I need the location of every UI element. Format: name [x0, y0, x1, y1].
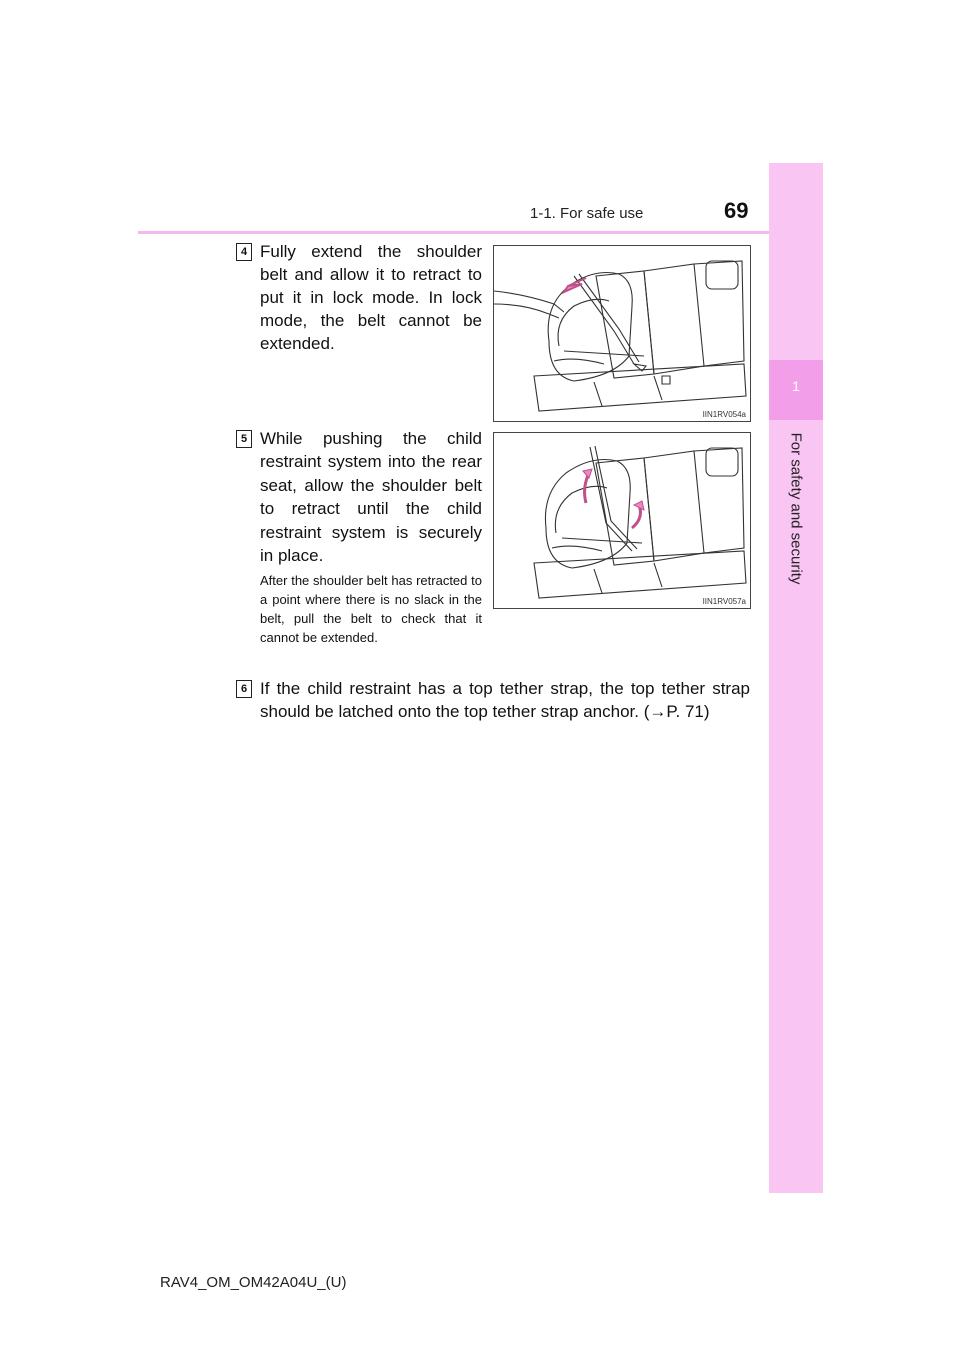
header-rule — [138, 231, 822, 234]
step-number-box: 5 — [236, 430, 252, 448]
chapter-title: For safety and security — [787, 432, 805, 585]
step-text: If the child restraint has a top tether strap, the top tether strap should be latched onto the top tether strap anchor. (→P. 71) — [260, 679, 750, 721]
page-number: 69 — [724, 198, 749, 223]
child-seat-belt-illustration — [494, 246, 750, 421]
step-text: While pushing the child restraint system into the rear seat, allow the shoulder belt to retract until the child restraint system is securely in place. — [260, 429, 482, 566]
section-title: 1-1. For safe use — [530, 205, 644, 222]
figure-child-seat-lock-mode — [493, 245, 751, 422]
chapter-side-tab — [769, 163, 823, 1193]
step-number-box: 4 — [236, 243, 252, 261]
child-seat-retract-illustration — [494, 433, 750, 608]
step-text: Fully extend the shoulder belt and allow it to retract to put it in lock mode. In lock mode, the belt cannot be extended. — [260, 242, 482, 353]
step-note: After the shoulder belt has retracted to a point where there is no slack in the belt, pull the belt to check that it cannot be extended. — [260, 573, 482, 645]
step-number-box: 6 — [236, 680, 252, 698]
figure-code: IIN1RV054a — [702, 410, 746, 419]
chapter-number: 1 — [792, 378, 800, 394]
figure-code: IIN1RV057a — [702, 597, 746, 606]
figure-child-seat-retract — [493, 432, 751, 609]
footer-manual-code: RAV4_OM_OM42A04U_(U) — [160, 1274, 347, 1291]
